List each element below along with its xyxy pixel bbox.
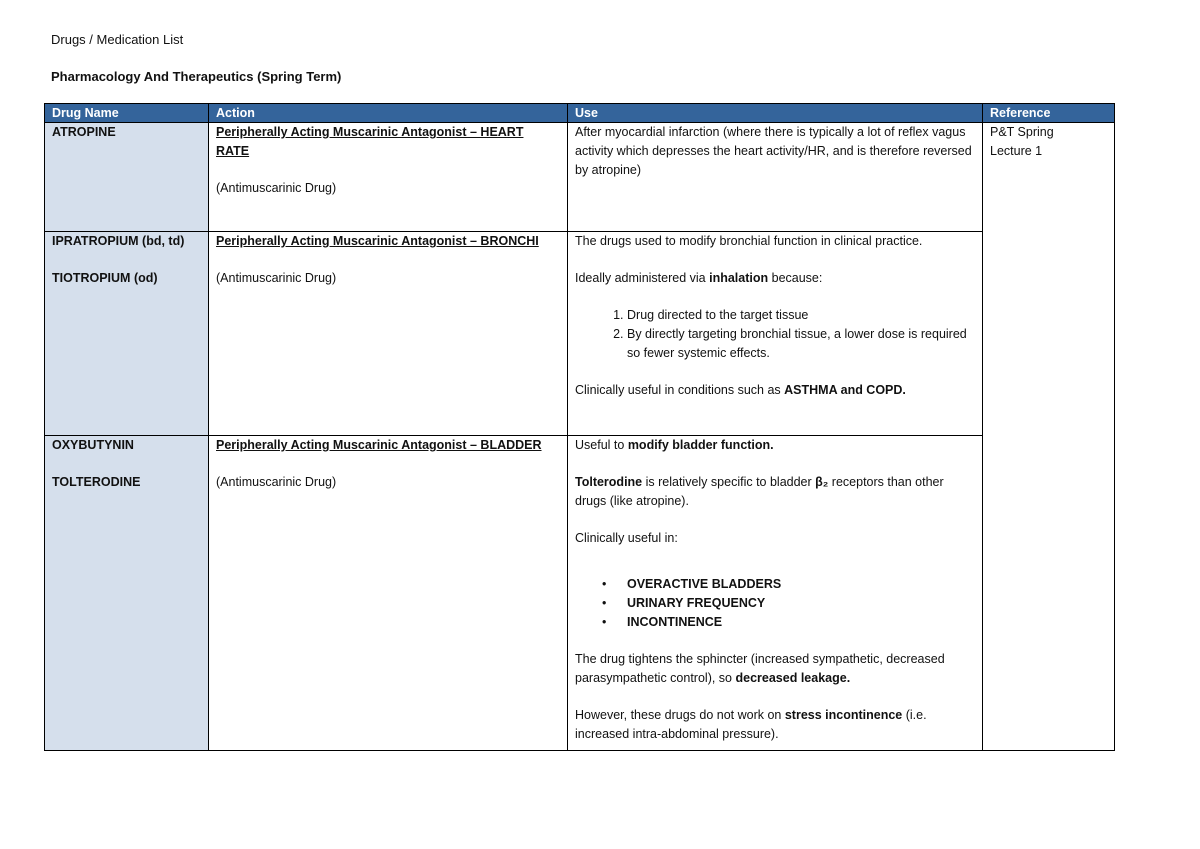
- action-subtitle: (Antimuscarinic Drug): [216, 475, 337, 489]
- list-item: • INCONTINENCE: [627, 613, 975, 632]
- use-bladder-function: Useful to modify bladder function.: [575, 438, 774, 452]
- action-cell: [209, 436, 568, 751]
- header-use: Use: [568, 104, 983, 123]
- reference-line: Lecture 1: [990, 144, 1043, 158]
- drug-name: ATROPINE: [52, 125, 116, 139]
- table-row: [45, 232, 1115, 436]
- drug-table: [44, 103, 1115, 751]
- document-subtitle: Pharmacology And Therapeutics (Spring Term): [51, 69, 342, 84]
- use-clinical: Clinically useful in conditions such as ASTHMA and COPD.: [575, 383, 906, 397]
- use-intro: The drugs used to modify bronchial function in clinical practice.: [575, 234, 923, 248]
- action-cell: [209, 232, 568, 436]
- header-reference: Reference: [983, 104, 1115, 123]
- action-title: Peripherally Acting Muscarinic Antagonist – BRONCHI: [216, 234, 539, 248]
- table-row: [45, 436, 1115, 751]
- use-cell: [568, 232, 983, 436]
- drug-name-cell: [45, 436, 209, 751]
- action-title: Peripherally Acting Muscarinic Antagonist – HEART RATE: [216, 125, 524, 158]
- use-sphincter-note: The drug tightens the sphincter (increased sympathetic, decreased parasympathetic control), so decreased leakage.: [575, 652, 945, 685]
- reference-cell: [983, 123, 1115, 751]
- action-subtitle: (Antimuscarinic Drug): [216, 271, 337, 285]
- list-item: 1. Drug directed to the target tissue: [627, 306, 975, 325]
- list-item: 2. By directly targeting bronchial tissue, a lower dose is required so fewer systemic effects.: [627, 325, 975, 363]
- header-drug-name: Drug Name: [45, 104, 209, 123]
- document-title: Drugs / Medication List: [51, 32, 184, 47]
- list-item: • OVERACTIVE BLADDERS: [627, 575, 975, 594]
- drug-name: OXYBUTYNIN: [52, 438, 134, 452]
- reference-line: P&T Spring: [990, 125, 1054, 139]
- list-item: • URINARY FREQUENCY: [627, 594, 975, 613]
- use-clinical-heading: Clinically useful in:: [575, 531, 678, 545]
- use-bullet-list: [575, 575, 975, 632]
- use-administration: Ideally administered via inhalation because:: [575, 271, 823, 285]
- drug-name: IPRATROPIUM (bd, td): [52, 234, 185, 248]
- use-numbered-list: [575, 306, 975, 363]
- action-subtitle: (Antimuscarinic Drug): [216, 181, 337, 195]
- drug-name: TOLTERODINE: [52, 475, 141, 489]
- use-cell: [568, 123, 983, 232]
- drug-name-cell: [45, 232, 209, 436]
- header-action: Action: [209, 104, 568, 123]
- use-stress-note: However, these drugs do not work on stress incontinence (i.e. increased intra-abdominal pressure).: [575, 708, 927, 741]
- use-tolterodine-note: Tolterodine is relatively specific to bladder β₂ receptors than other drugs (like atropine).: [575, 475, 944, 508]
- use-cell: [568, 436, 983, 751]
- table-header-row: [45, 104, 1115, 123]
- action-cell: [209, 123, 568, 232]
- action-title: Peripherally Acting Muscarinic Antagonist – BLADDER: [216, 438, 542, 452]
- drug-name: TIOTROPIUM (od): [52, 271, 158, 285]
- use-text: After myocardial infarction (where there is typically a lot of reflex vagus activity which depresses the heart activity/HR, and is therefore reversed by atropine): [575, 125, 972, 177]
- table-row: [45, 123, 1115, 232]
- drug-name-cell: [45, 123, 209, 232]
